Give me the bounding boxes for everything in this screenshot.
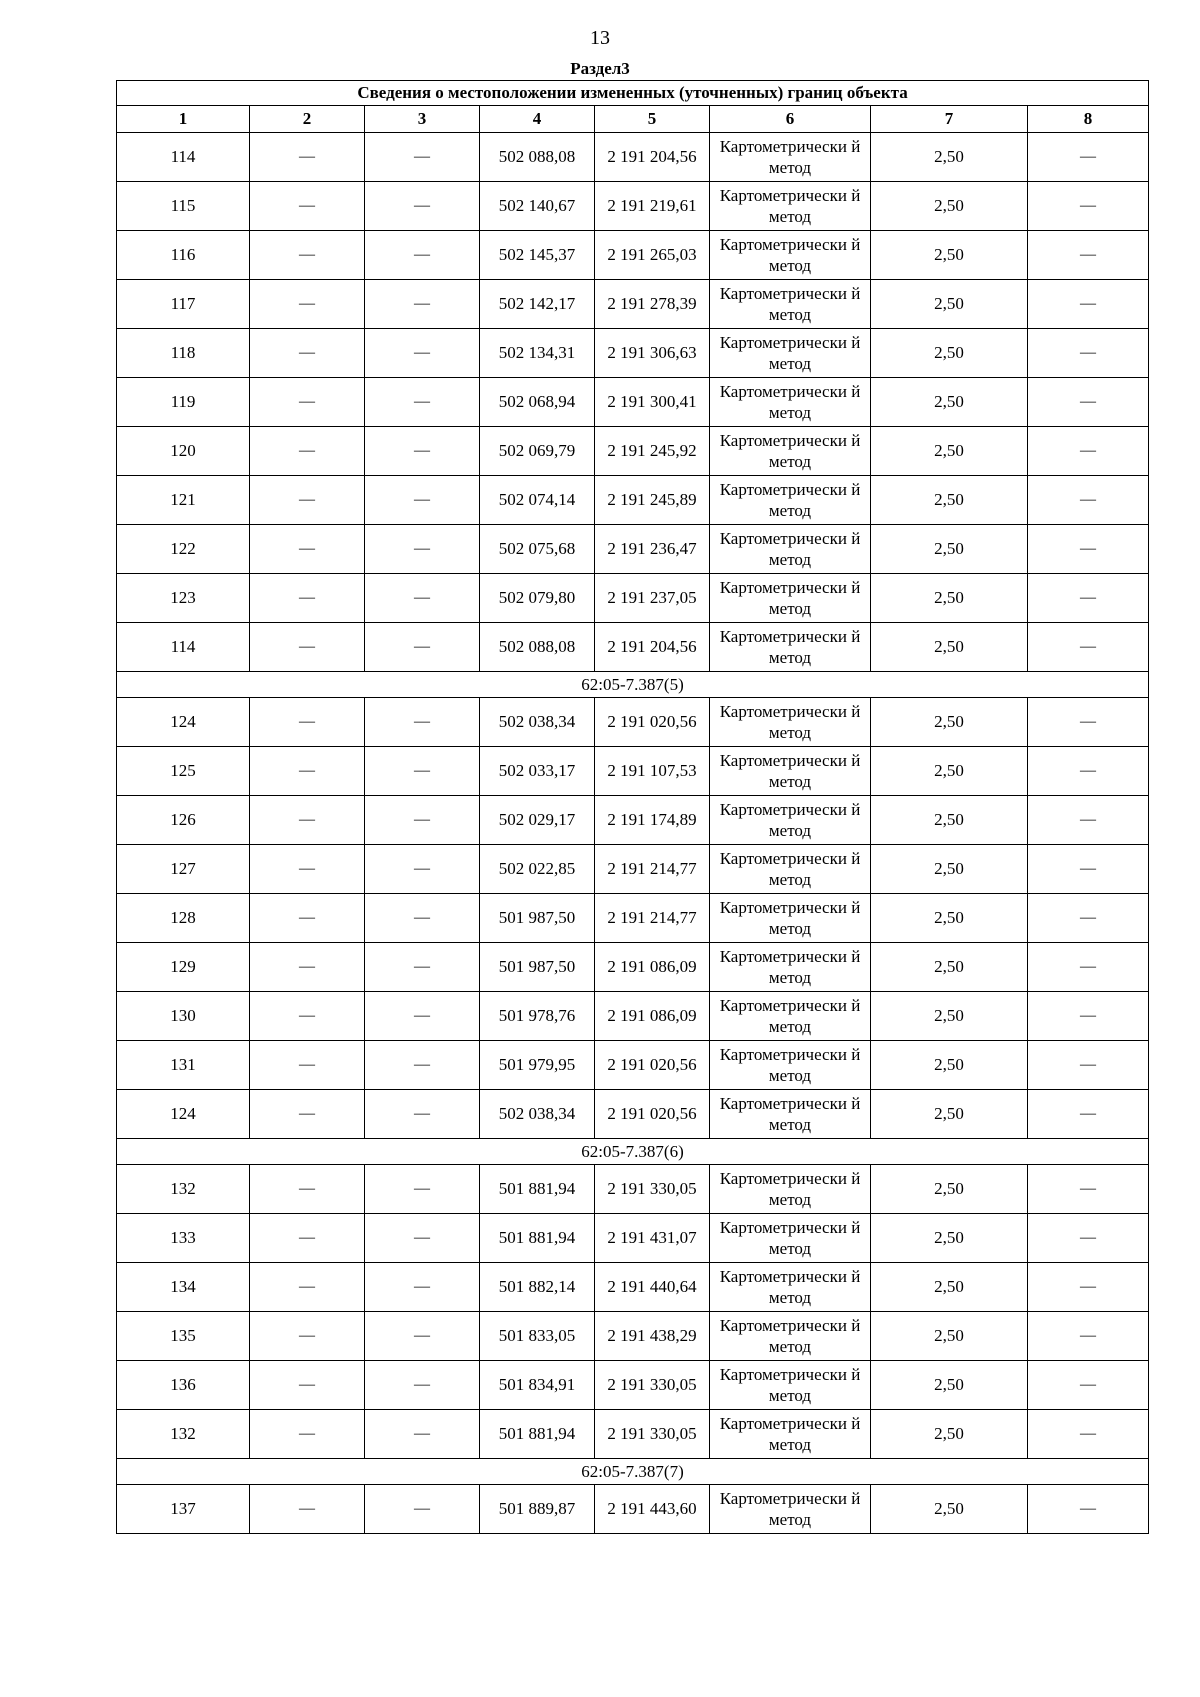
column-8-value: — <box>1028 1165 1149 1214</box>
accuracy-value: 2,50 <box>871 525 1028 574</box>
column-header: 5 <box>595 106 710 133</box>
accuracy-value: 2,50 <box>871 1410 1028 1459</box>
column-3-value: — <box>365 894 480 943</box>
column-2-value: — <box>250 525 365 574</box>
y-coordinate: 2 191 443,60 <box>595 1485 710 1534</box>
accuracy-value: 2,50 <box>871 623 1028 672</box>
column-8-value: — <box>1028 623 1149 672</box>
determination-method: Картометрически й метод <box>710 992 871 1041</box>
y-coordinate: 2 191 431,07 <box>595 1214 710 1263</box>
point-number: 117 <box>117 280 250 329</box>
column-8-value: — <box>1028 1361 1149 1410</box>
x-coordinate: 501 987,50 <box>480 894 595 943</box>
table-caption: Сведения о местоположении измененных (уточненных) границ объекта <box>117 81 1149 106</box>
y-coordinate: 2 191 278,39 <box>595 280 710 329</box>
column-2-value: — <box>250 476 365 525</box>
column-2-value: — <box>250 280 365 329</box>
point-number: 121 <box>117 476 250 525</box>
x-coordinate: 501 881,94 <box>480 1165 595 1214</box>
column-2-value: — <box>250 1214 365 1263</box>
x-coordinate: 502 038,34 <box>480 1090 595 1139</box>
table-row <box>117 1090 1149 1139</box>
accuracy-value: 2,50 <box>871 133 1028 182</box>
column-3-value: — <box>365 525 480 574</box>
point-number: 133 <box>117 1214 250 1263</box>
column-3-value: — <box>365 476 480 525</box>
column-2-value: — <box>250 133 365 182</box>
x-coordinate: 502 033,17 <box>480 747 595 796</box>
column-3-value: — <box>365 1165 480 1214</box>
y-coordinate: 2 191 236,47 <box>595 525 710 574</box>
determination-method: Картометрически й метод <box>710 133 871 182</box>
column-header: 1 <box>117 106 250 133</box>
column-3-value: — <box>365 329 480 378</box>
x-coordinate: 502 074,14 <box>480 476 595 525</box>
coordinates-table <box>116 80 1149 1534</box>
column-2-value: — <box>250 329 365 378</box>
determination-method: Картометрически й метод <box>710 796 871 845</box>
column-3-value: — <box>365 427 480 476</box>
column-2-value: — <box>250 182 365 231</box>
x-coordinate: 501 834,91 <box>480 1361 595 1410</box>
determination-method: Картометрически й метод <box>710 574 871 623</box>
column-8-value: — <box>1028 280 1149 329</box>
point-number: 122 <box>117 525 250 574</box>
column-3-value: — <box>365 943 480 992</box>
accuracy-value: 2,50 <box>871 182 1028 231</box>
table-row <box>117 525 1149 574</box>
point-number: 132 <box>117 1410 250 1459</box>
column-2-value: — <box>250 1041 365 1090</box>
column-8-value: — <box>1028 476 1149 525</box>
column-3-value: — <box>365 992 480 1041</box>
x-coordinate: 502 145,37 <box>480 231 595 280</box>
column-8-value: — <box>1028 796 1149 845</box>
determination-method: Картометрически й метод <box>710 1041 871 1090</box>
x-coordinate: 502 142,17 <box>480 280 595 329</box>
group-label: 62:05-7.387(5) <box>117 672 1149 698</box>
accuracy-value: 2,50 <box>871 894 1028 943</box>
y-coordinate: 2 191 330,05 <box>595 1361 710 1410</box>
column-3-value: — <box>365 796 480 845</box>
point-number: 132 <box>117 1165 250 1214</box>
determination-method: Картометрически й метод <box>710 698 871 747</box>
column-2-value: — <box>250 1485 365 1534</box>
point-number: 125 <box>117 747 250 796</box>
column-header: 7 <box>871 106 1028 133</box>
point-number: 129 <box>117 943 250 992</box>
x-coordinate: 501 978,76 <box>480 992 595 1041</box>
determination-method: Картометрически й метод <box>710 1090 871 1139</box>
accuracy-value: 2,50 <box>871 1041 1028 1090</box>
point-number: 134 <box>117 1263 250 1312</box>
accuracy-value: 2,50 <box>871 1165 1028 1214</box>
column-8-value: — <box>1028 1041 1149 1090</box>
accuracy-value: 2,50 <box>871 1090 1028 1139</box>
accuracy-value: 2,50 <box>871 1485 1028 1534</box>
determination-method: Картометрически й метод <box>710 1312 871 1361</box>
y-coordinate: 2 191 020,56 <box>595 698 710 747</box>
x-coordinate: 501 987,50 <box>480 943 595 992</box>
x-coordinate: 501 882,14 <box>480 1263 595 1312</box>
column-8-value: — <box>1028 747 1149 796</box>
x-coordinate: 502 038,34 <box>480 698 595 747</box>
column-8-value: — <box>1028 1214 1149 1263</box>
accuracy-value: 2,50 <box>871 280 1028 329</box>
determination-method: Картометрически й метод <box>710 329 871 378</box>
table-row <box>117 1165 1149 1214</box>
column-2-value: — <box>250 378 365 427</box>
point-number: 130 <box>117 992 250 1041</box>
column-3-value: — <box>365 1410 480 1459</box>
column-2-value: — <box>250 231 365 280</box>
table-row <box>117 1263 1149 1312</box>
column-2-value: — <box>250 574 365 623</box>
column-2-value: — <box>250 845 365 894</box>
column-2-value: — <box>250 1410 365 1459</box>
determination-method: Картометрически й метод <box>710 1165 871 1214</box>
column-2-value: — <box>250 992 365 1041</box>
y-coordinate: 2 191 020,56 <box>595 1090 710 1139</box>
y-coordinate: 2 191 265,03 <box>595 231 710 280</box>
column-8-value: — <box>1028 1263 1149 1312</box>
column-8-value: — <box>1028 182 1149 231</box>
column-3-value: — <box>365 1214 480 1263</box>
table-row <box>117 1361 1149 1410</box>
accuracy-value: 2,50 <box>871 378 1028 427</box>
accuracy-value: 2,50 <box>871 992 1028 1041</box>
column-8-value: — <box>1028 992 1149 1041</box>
column-3-value: — <box>365 280 480 329</box>
y-coordinate: 2 191 330,05 <box>595 1165 710 1214</box>
x-coordinate: 501 889,87 <box>480 1485 595 1534</box>
point-number: 118 <box>117 329 250 378</box>
column-3-value: — <box>365 182 480 231</box>
y-coordinate: 2 191 330,05 <box>595 1410 710 1459</box>
accuracy-value: 2,50 <box>871 476 1028 525</box>
column-8-value: — <box>1028 698 1149 747</box>
x-coordinate: 501 881,94 <box>480 1214 595 1263</box>
column-3-value: — <box>365 845 480 894</box>
column-3-value: — <box>365 1312 480 1361</box>
column-3-value: — <box>365 623 480 672</box>
y-coordinate: 2 191 237,05 <box>595 574 710 623</box>
column-8-value: — <box>1028 1312 1149 1361</box>
determination-method: Картометрически й метод <box>710 427 871 476</box>
point-number: 127 <box>117 845 250 894</box>
y-coordinate: 2 191 300,41 <box>595 378 710 427</box>
table-row <box>117 1410 1149 1459</box>
column-2-value: — <box>250 427 365 476</box>
group-row <box>117 1459 1149 1485</box>
column-2-value: — <box>250 1263 365 1312</box>
column-2-value: — <box>250 747 365 796</box>
column-header: 2 <box>250 106 365 133</box>
column-2-value: — <box>250 1165 365 1214</box>
determination-method: Картометрически й метод <box>710 378 871 427</box>
y-coordinate: 2 191 020,56 <box>595 1041 710 1090</box>
accuracy-value: 2,50 <box>871 329 1028 378</box>
table-row <box>117 231 1149 280</box>
column-8-value: — <box>1028 574 1149 623</box>
accuracy-value: 2,50 <box>871 698 1028 747</box>
accuracy-value: 2,50 <box>871 1263 1028 1312</box>
point-number: 136 <box>117 1361 250 1410</box>
y-coordinate: 2 191 204,56 <box>595 623 710 672</box>
x-coordinate: 502 088,08 <box>480 623 595 672</box>
y-coordinate: 2 191 219,61 <box>595 182 710 231</box>
table-row <box>117 476 1149 525</box>
y-coordinate: 2 191 204,56 <box>595 133 710 182</box>
table-row <box>117 796 1149 845</box>
y-coordinate: 2 191 214,77 <box>595 845 710 894</box>
column-header: 4 <box>480 106 595 133</box>
column-2-value: — <box>250 1312 365 1361</box>
column-3-value: — <box>365 747 480 796</box>
x-coordinate: 502 068,94 <box>480 378 595 427</box>
x-coordinate: 501 833,05 <box>480 1312 595 1361</box>
table-header-row <box>117 106 1149 133</box>
point-number: 120 <box>117 427 250 476</box>
point-number: 123 <box>117 574 250 623</box>
y-coordinate: 2 191 245,92 <box>595 427 710 476</box>
determination-method: Картометрически й метод <box>710 182 871 231</box>
accuracy-value: 2,50 <box>871 231 1028 280</box>
table-row <box>117 747 1149 796</box>
group-row <box>117 1139 1149 1165</box>
determination-method: Картометрически й метод <box>710 1410 871 1459</box>
table-row <box>117 574 1149 623</box>
y-coordinate: 2 191 086,09 <box>595 992 710 1041</box>
determination-method: Картометрически й метод <box>710 894 871 943</box>
table-row <box>117 943 1149 992</box>
x-coordinate: 502 079,80 <box>480 574 595 623</box>
accuracy-value: 2,50 <box>871 574 1028 623</box>
page-number: 13 <box>590 27 610 49</box>
determination-method: Картометрически й метод <box>710 231 871 280</box>
column-8-value: — <box>1028 894 1149 943</box>
determination-method: Картометрически й метод <box>710 1263 871 1312</box>
x-coordinate: 501 881,94 <box>480 1410 595 1459</box>
table-row <box>117 1312 1149 1361</box>
group-label: 62:05-7.387(7) <box>117 1459 1149 1485</box>
table-row <box>117 378 1149 427</box>
x-coordinate: 502 069,79 <box>480 427 595 476</box>
table-row <box>117 623 1149 672</box>
table-row <box>117 845 1149 894</box>
y-coordinate: 2 191 107,53 <box>595 747 710 796</box>
accuracy-value: 2,50 <box>871 845 1028 894</box>
column-2-value: — <box>250 623 365 672</box>
determination-method: Картометрически й метод <box>710 1214 871 1263</box>
determination-method: Картометрически й метод <box>710 623 871 672</box>
accuracy-value: 2,50 <box>871 427 1028 476</box>
table-row <box>117 182 1149 231</box>
point-number: 131 <box>117 1041 250 1090</box>
table-row <box>117 1041 1149 1090</box>
table-row <box>117 329 1149 378</box>
column-3-value: — <box>365 1485 480 1534</box>
point-number: 116 <box>117 231 250 280</box>
column-2-value: — <box>250 894 365 943</box>
column-8-value: — <box>1028 1090 1149 1139</box>
column-3-value: — <box>365 231 480 280</box>
section-title: Раздел3 <box>570 59 630 78</box>
point-number: 124 <box>117 698 250 747</box>
table-row <box>117 992 1149 1041</box>
x-coordinate: 502 088,08 <box>480 133 595 182</box>
column-8-value: — <box>1028 1485 1149 1534</box>
column-3-value: — <box>365 698 480 747</box>
point-number: 126 <box>117 796 250 845</box>
accuracy-value: 2,50 <box>871 747 1028 796</box>
column-8-value: — <box>1028 133 1149 182</box>
point-number: 114 <box>117 133 250 182</box>
point-number: 137 <box>117 1485 250 1534</box>
accuracy-value: 2,50 <box>871 1312 1028 1361</box>
column-3-value: — <box>365 133 480 182</box>
point-number: 135 <box>117 1312 250 1361</box>
column-3-value: — <box>365 1090 480 1139</box>
column-8-value: — <box>1028 427 1149 476</box>
x-coordinate: 502 134,31 <box>480 329 595 378</box>
y-coordinate: 2 191 086,09 <box>595 943 710 992</box>
table-row <box>117 1214 1149 1263</box>
point-number: 114 <box>117 623 250 672</box>
determination-method: Картометрически й метод <box>710 525 871 574</box>
x-coordinate: 502 075,68 <box>480 525 595 574</box>
x-coordinate: 502 029,17 <box>480 796 595 845</box>
table-row <box>117 698 1149 747</box>
y-coordinate: 2 191 245,89 <box>595 476 710 525</box>
determination-method: Картометрически й метод <box>710 943 871 992</box>
column-8-value: — <box>1028 525 1149 574</box>
column-8-value: — <box>1028 845 1149 894</box>
column-3-value: — <box>365 1361 480 1410</box>
y-coordinate: 2 191 306,63 <box>595 329 710 378</box>
determination-method: Картометрически й метод <box>710 476 871 525</box>
table-body <box>117 133 1149 1534</box>
column-8-value: — <box>1028 1410 1149 1459</box>
column-2-value: — <box>250 796 365 845</box>
point-number: 128 <box>117 894 250 943</box>
column-3-value: — <box>365 378 480 427</box>
point-number: 119 <box>117 378 250 427</box>
accuracy-value: 2,50 <box>871 943 1028 992</box>
column-3-value: — <box>365 1263 480 1312</box>
table-row <box>117 280 1149 329</box>
group-row <box>117 672 1149 698</box>
table-row <box>117 1485 1149 1534</box>
accuracy-value: 2,50 <box>871 796 1028 845</box>
column-8-value: — <box>1028 231 1149 280</box>
column-8-value: — <box>1028 378 1149 427</box>
y-coordinate: 2 191 174,89 <box>595 796 710 845</box>
accuracy-value: 2,50 <box>871 1361 1028 1410</box>
table-row <box>117 133 1149 182</box>
accuracy-value: 2,50 <box>871 1214 1028 1263</box>
y-coordinate: 2 191 438,29 <box>595 1312 710 1361</box>
column-header: 6 <box>710 106 871 133</box>
column-3-value: — <box>365 574 480 623</box>
x-coordinate: 502 022,85 <box>480 845 595 894</box>
y-coordinate: 2 191 440,64 <box>595 1263 710 1312</box>
column-2-value: — <box>250 698 365 747</box>
y-coordinate: 2 191 214,77 <box>595 894 710 943</box>
column-header: 8 <box>1028 106 1149 133</box>
column-2-value: — <box>250 1090 365 1139</box>
table-row <box>117 894 1149 943</box>
column-8-value: — <box>1028 943 1149 992</box>
column-header: 3 <box>365 106 480 133</box>
determination-method: Картометрически й метод <box>710 845 871 894</box>
determination-method: Картометрически й метод <box>710 1485 871 1534</box>
x-coordinate: 501 979,95 <box>480 1041 595 1090</box>
point-number: 124 <box>117 1090 250 1139</box>
group-label: 62:05-7.387(6) <box>117 1139 1149 1165</box>
column-2-value: — <box>250 1361 365 1410</box>
column-2-value: — <box>250 943 365 992</box>
table-caption-row <box>117 81 1149 106</box>
determination-method: Картометрически й метод <box>710 1361 871 1410</box>
column-3-value: — <box>365 1041 480 1090</box>
column-8-value: — <box>1028 329 1149 378</box>
point-number: 115 <box>117 182 250 231</box>
x-coordinate: 502 140,67 <box>480 182 595 231</box>
table-row <box>117 427 1149 476</box>
determination-method: Картометрически й метод <box>710 280 871 329</box>
determination-method: Картометрически й метод <box>710 747 871 796</box>
